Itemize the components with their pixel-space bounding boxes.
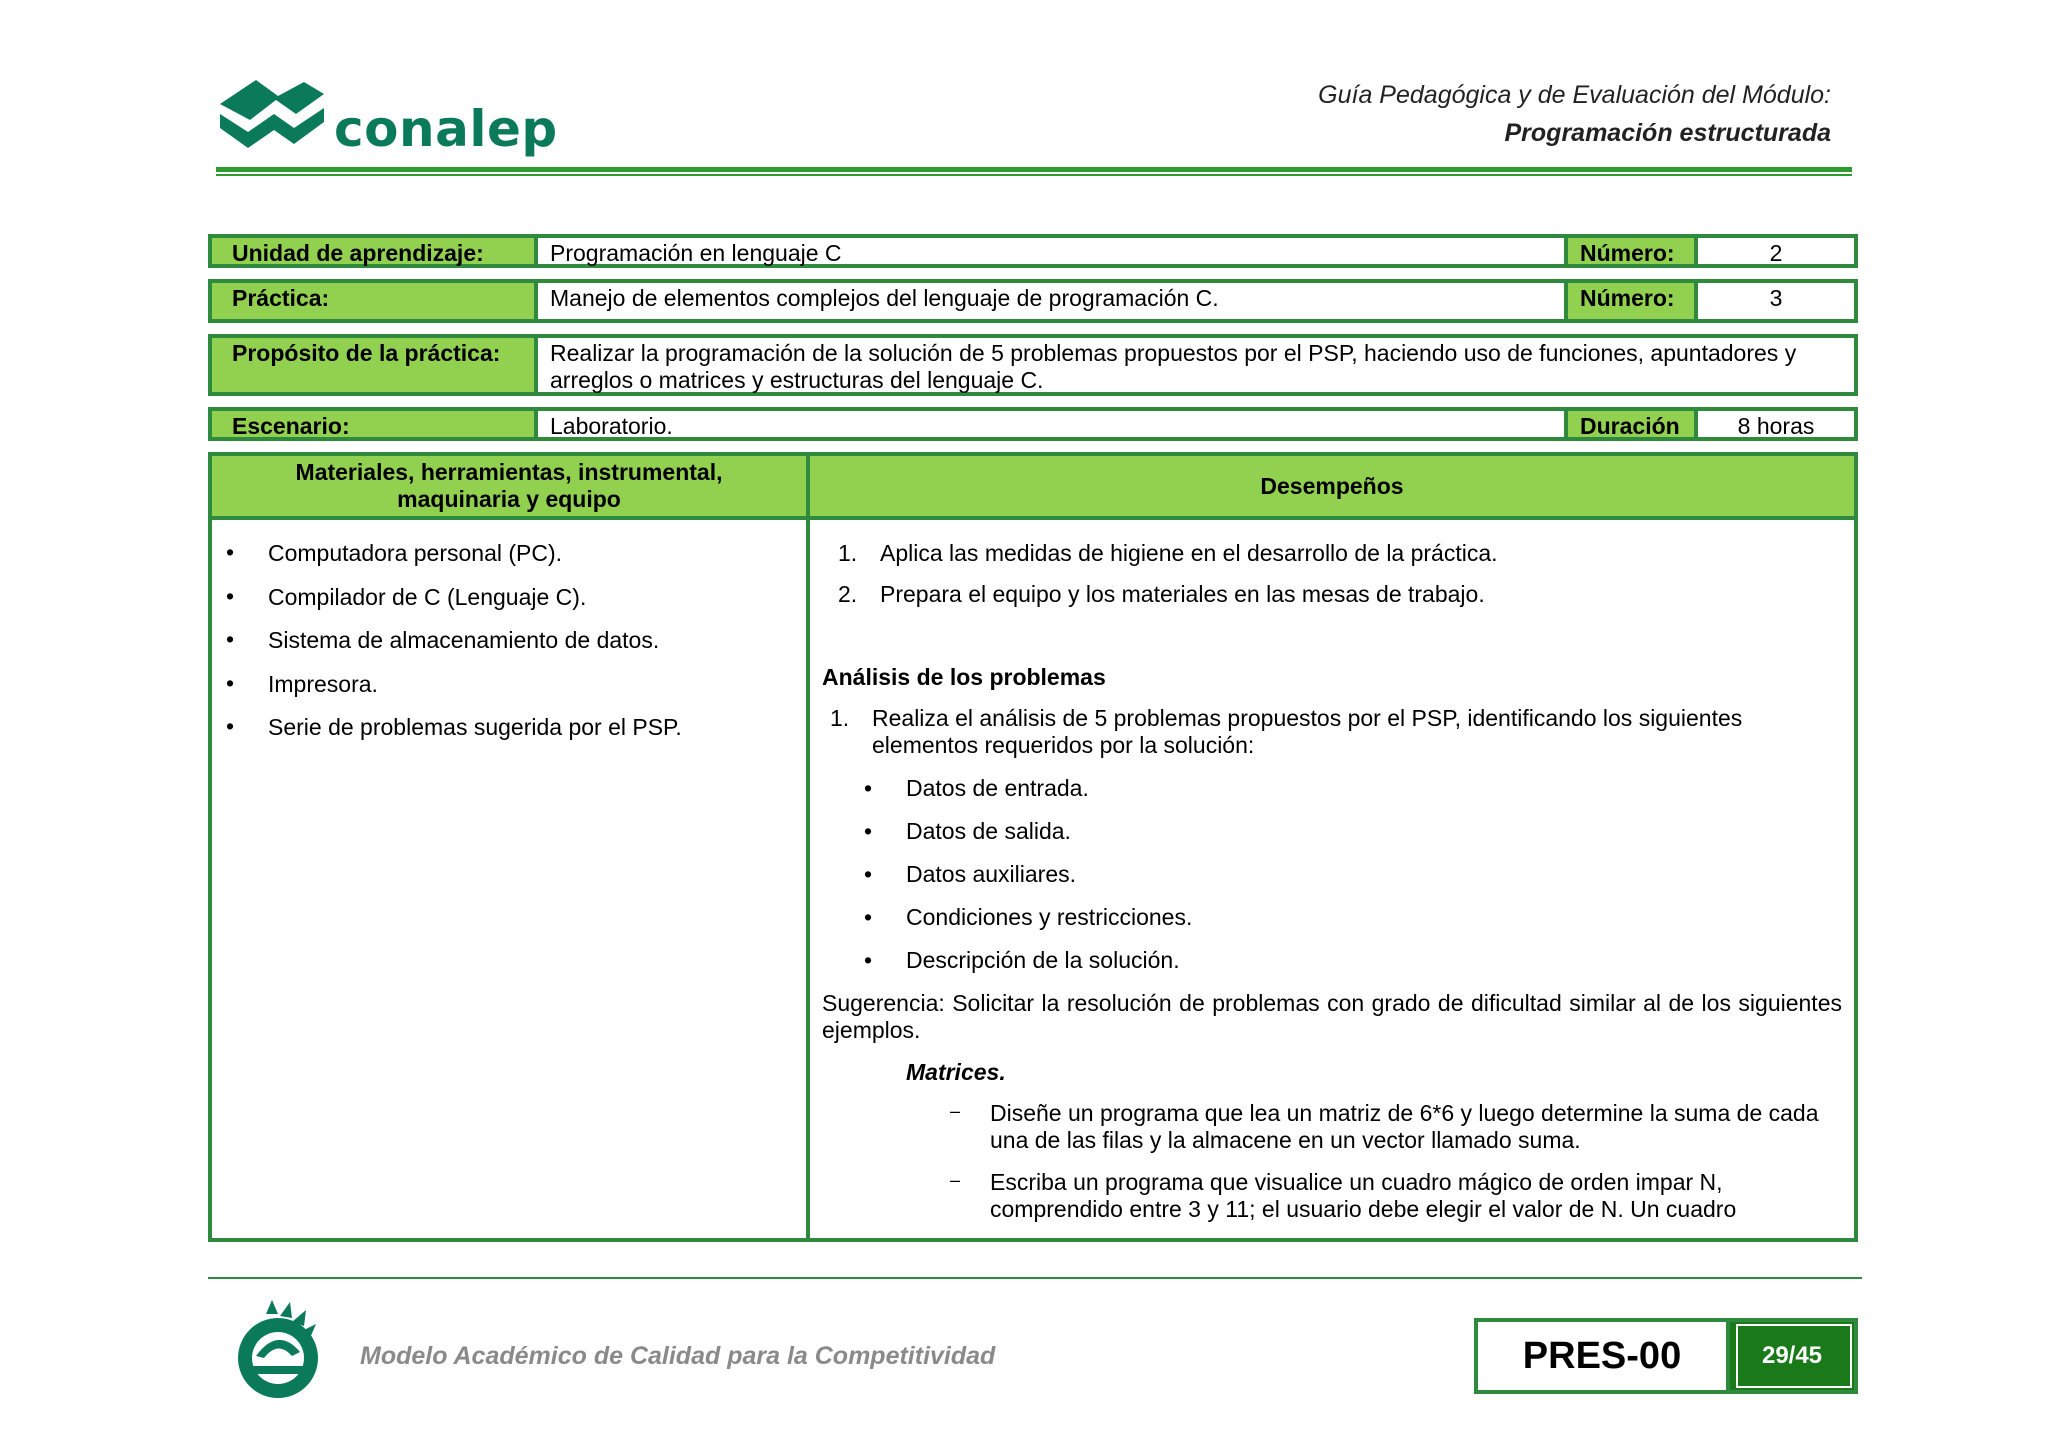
page-number: 29/45: [1730, 1318, 1858, 1394]
conalep-logo-icon: [216, 74, 328, 150]
practica-label: Práctica:: [212, 283, 538, 319]
numero-value-1: 2: [1769, 240, 1783, 266]
desempenos-header: Desempeños: [810, 456, 1854, 520]
analysis-heading: Análisis de los problemas: [822, 664, 1106, 690]
step-number: 1.: [838, 540, 858, 566]
quality-model-seal: [226, 1296, 336, 1411]
module-name: Programación estructurada: [1504, 119, 1831, 147]
proposito-value: Realizar la programación de la solución de 5 problemas propuestos por el PSP, haciendo uso de funciones, apuntadores y arreglos o matrices y estructuras del lenguaje C.: [550, 340, 1797, 393]
example-item: – Diseñe un programa que lea un matriz de 6*6 y luego determine la suma de cada una de las filas y la almacene en un vector llamado suma.: [822, 1100, 1850, 1154]
materials-header: [212, 456, 806, 520]
numero-label-2: Número:: [1564, 283, 1698, 319]
materials-header-text: Materiales, herramientas, instrumental, maquinaria y equipo: [295, 459, 723, 512]
duracion-label: Duración: [1564, 411, 1698, 437]
footer-divider: [208, 1277, 1862, 1279]
unidad-label: Unidad de aprendizaje:: [212, 238, 538, 264]
unidad-value: Programación en lenguaje C: [550, 240, 842, 266]
quality-model-seal-icon: [226, 1296, 336, 1406]
list-item: • Sistema de almacenamiento de datos.: [212, 627, 806, 671]
numero-label-1: Número:: [1564, 238, 1698, 264]
list-item: • Serie de problemas sugerida por el PSP.: [212, 714, 806, 758]
proposito-label: Propósito de la práctica:: [212, 338, 538, 392]
analysis-bullet: • Datos de entrada.: [822, 775, 1842, 802]
list-item: • Impresora.: [212, 671, 806, 715]
practica-value: Manejo de elementos complejos del lenguaje de programación C.: [550, 285, 1219, 311]
guide-title-text: Guía Pedagógica y de Evaluación del Módulo:: [1318, 81, 1831, 109]
step-text: Prepara el equipo y los materiales en las mesas de trabajo.: [880, 581, 1485, 607]
document-code: PRES-00: [1474, 1318, 1730, 1394]
escenario-label: Escenario:: [212, 411, 538, 437]
analysis-bullet: • Datos auxiliares.: [822, 861, 1842, 888]
list-item: • Computadora personal (PC).: [212, 540, 806, 584]
guide-title: [1318, 76, 1831, 152]
suggestion-text: Sugerencia: Solicitar la resolución de problemas con grado de dificultad similar al de los siguientes ejemplos.: [822, 990, 1842, 1043]
unidad-row: [208, 234, 1858, 268]
practice-table: [208, 452, 1858, 1242]
analysis-bullet: • Descripción de la solución.: [822, 947, 1842, 974]
desempenos-content: [822, 540, 1842, 1238]
column-divider: [806, 456, 810, 1238]
step-item: [822, 581, 1842, 608]
step-item: [822, 540, 1842, 567]
analysis-bullet: • Datos de salida.: [822, 818, 1842, 845]
practica-row: [208, 279, 1858, 323]
brand-name: conalep: [334, 100, 558, 158]
step-number: 2.: [838, 581, 858, 607]
analysis-number: 1.: [830, 705, 850, 731]
escenario-row: [208, 407, 1858, 441]
list-item: • Compilador de C (Lenguaje C).: [212, 584, 806, 628]
escenario-value: Laboratorio.: [550, 413, 673, 439]
footer-motto: Modelo Académico de Calidad para la Competitividad: [360, 1342, 996, 1370]
numero-value-2: 3: [1769, 285, 1783, 311]
header-divider-thin: [216, 174, 1852, 176]
analysis-item: [822, 705, 1842, 759]
header-divider: [216, 167, 1852, 172]
materials-list: [212, 540, 806, 758]
duracion-value: 8 horas: [1737, 413, 1815, 439]
analysis-text: Realiza el análisis de 5 problemas propuestos por el PSP, identificando los siguientes elementos requeridos por la solución:: [872, 705, 1743, 758]
example-item: – Escriba un programa que visualice un cuadro mágico de orden impar N, comprendido entre 3 y 11; el usuario debe elegir el valor de N. Un cuadro: [822, 1169, 1850, 1223]
proposito-row: [208, 334, 1858, 396]
matrices-heading: Matrices.: [906, 1059, 1006, 1085]
conalep-logo: [216, 70, 558, 160]
step-text: Aplica las medidas de higiene en el desarrollo de la práctica.: [880, 540, 1498, 566]
analysis-bullet: • Condiciones y restricciones.: [822, 904, 1842, 931]
